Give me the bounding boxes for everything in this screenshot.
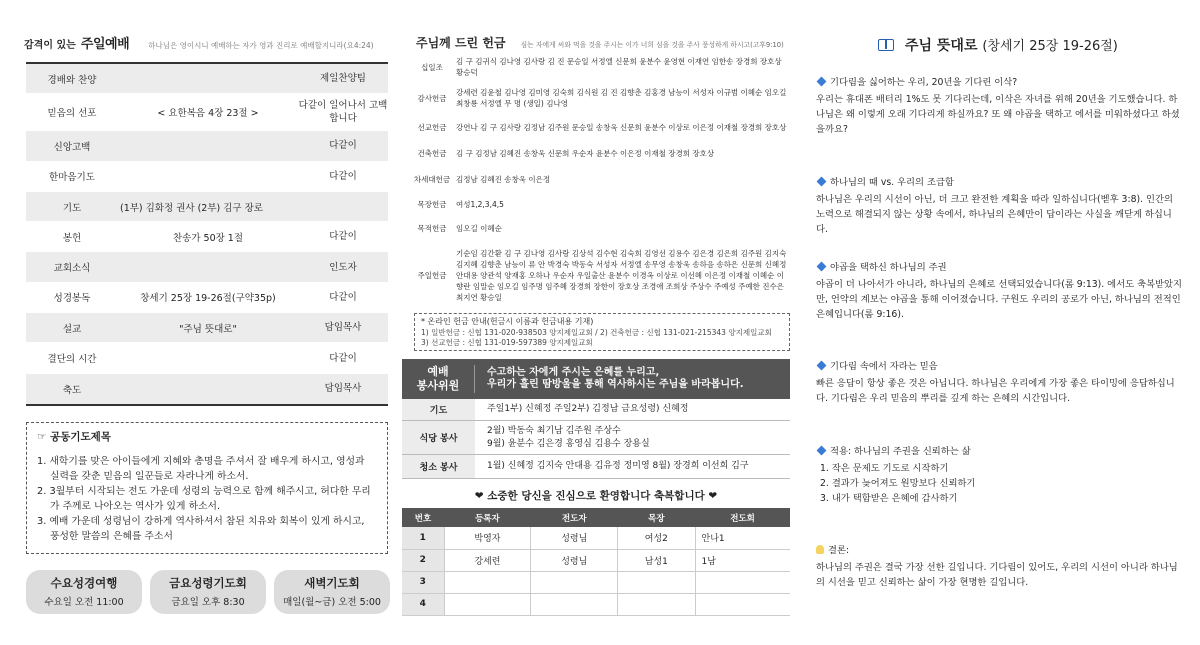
- welcome-banner: ❤ 소중한 당신을 진심으로 환영합니다 축복합니다 ❤: [474, 490, 718, 502]
- diamond-icon: [817, 177, 827, 187]
- newcomer-col-header: 등록자: [444, 508, 531, 527]
- offering-row: [412, 192, 790, 216]
- worship-header: [24, 33, 374, 52]
- offering-row: [412, 82, 790, 114]
- offering-names: 기순임 김간환 김 구 김나영 김사랑 김상석 김수현 김숙희 김영선 김용수 김은경 김은희 김주원 김지숙 김지혜 김향춘 남능이 류 안 박경숙 박동숙 서성자 서정엘 송무영 송창욱 송하음 송하은 신문희 신혜정 안대용 양관석 양재홍 오하나 우순자 우일출산 윤분수 이경옥 이상로 이선혜 이은정 이재철 이혜순 이향란 임말순 임오길 임주명 임주혜 장경희 장한이 장호상 조경애 조희상 주상수 주예성 주예한 진수은 최지연 황승일: [456, 248, 787, 302]
- newcomer-cell: [618, 571, 695, 593]
- diamond-icon: [817, 77, 827, 87]
- offering-row: [412, 114, 790, 140]
- diamond-icon: [817, 361, 827, 371]
- order-row: [26, 222, 388, 252]
- order-leader: 다같이: [329, 352, 357, 364]
- order-item: 기도: [62, 202, 82, 214]
- prayer-list: [37, 454, 377, 544]
- meeting-schedule: [26, 570, 390, 614]
- conclusion-body: 하나님의 주권은 결국 가장 선한 길입니다. 기다림이 있어도, 우리의 시선이 아니라 하나님의 시선을 믿고 신뢰하는 삶이 가장 현명한 길입니다.: [816, 562, 1178, 588]
- order-leader: 다같이: [329, 291, 357, 303]
- offering-type: 주일헌금: [417, 270, 447, 280]
- order-row: [26, 94, 388, 131]
- offering-header: [416, 32, 784, 51]
- order-row: [26, 162, 388, 192]
- order-detail: 창세기 25장 19-26절(구약35p): [140, 293, 276, 305]
- volunteer-header: [402, 359, 790, 399]
- order-item: 성경봉독: [53, 293, 91, 305]
- newcomer-cell: 남성1: [618, 549, 695, 571]
- order-leader: 제일찬양팀: [320, 73, 366, 85]
- offering-type: 감사헌금: [417, 93, 447, 103]
- meeting-time: 매일(월~금) 오전 5:00: [283, 597, 381, 608]
- order-row: [26, 283, 388, 313]
- offering-type: 십일조: [421, 62, 443, 72]
- worship-subtitle: 하나님은 영이시니 예배하는 자가 영과 진리로 예배할지니라(요4:24): [148, 41, 374, 50]
- lightbulb-icon: [816, 545, 824, 554]
- worship-title-prefix: 감격이 있는: [24, 40, 76, 51]
- sermon-column: [812, 0, 1184, 645]
- newcomer-cell: [695, 571, 790, 593]
- newcomer-cell: 여성2: [618, 527, 695, 549]
- conclusion-section: [816, 543, 1182, 590]
- newcomer-cell: [531, 571, 618, 593]
- volunteer-row: [402, 399, 790, 421]
- order-leader: 다같이: [329, 231, 357, 243]
- offering-row: [412, 216, 790, 240]
- offering-row: [412, 140, 790, 166]
- order-leader: 다같이: [329, 170, 357, 182]
- volunteer-motto: [475, 367, 790, 391]
- meeting-wednesday: [26, 570, 142, 614]
- book-icon: [878, 39, 894, 51]
- offering-type: 차세대헌금: [413, 174, 451, 184]
- volunteer-motto-line: 수고하는 자에게 주시는 은혜를 누리고,: [487, 367, 660, 378]
- prayer-item: 2. 3월부터 시작되는 전도 가운데 성령의 능력으로 함께 해주시고, 허다한 무리가 주께로 나아오는 역사가 있게 하소서.: [37, 486, 371, 512]
- sermon-header: [812, 35, 1184, 55]
- worship-order-table: [26, 62, 388, 406]
- diamond-icon: [817, 262, 827, 272]
- newcomer-cell: 4: [402, 593, 444, 615]
- order-item: 신앙고백: [53, 141, 91, 153]
- order-row: [26, 192, 388, 222]
- section-title: 하나님의 때 vs. 우리의 조급함: [830, 177, 954, 188]
- order-item: 봉헌: [62, 232, 82, 244]
- prayer-title: ☞ 공동기도제목: [37, 431, 111, 443]
- offering-type: 선교헌금: [417, 122, 447, 132]
- order-row: [26, 343, 388, 373]
- newcomer-header-row: [402, 508, 790, 527]
- order-leader: 다같이 일어나서 고백합니다: [298, 100, 388, 125]
- order-item: 교회소식: [53, 263, 91, 275]
- section-body: 야곱이 더 나아서가 아니라, 하나님의 은혜로 선택되었습니다(롬 9:13). 에서도 축복받았지만, 언약의 계보는 야곱을 통해 이어졌습니다. 구원도 우리의 공로가 아닌, 하나님의 전적인 은혜입니다(롬 9:16).: [816, 279, 1182, 320]
- offering-row: [412, 52, 790, 82]
- order-detail: (1부) 김화정 권사 (2부) 김구 장로: [120, 202, 263, 214]
- offering-row: [412, 240, 790, 310]
- volunteer-names: [475, 425, 790, 451]
- volunteer-names: 1월) 신혜정 김지숙 안대용 김유정 정미영 8월) 장경희 이선희 김구: [487, 461, 749, 471]
- sermon-title: 주님 뜻대로: [904, 38, 978, 54]
- prayer-item: 1. 새학기를 맞은 아이들에게 지혜와 총명을 주셔서 잘 배우게 하시고, 영성과 실력을 갖춘 믿음의 일꾼들로 자라나게 하소서.: [37, 456, 365, 482]
- table-row: [402, 571, 790, 593]
- meeting-title: 수요성경여행: [50, 576, 118, 590]
- volunteer-row: [402, 421, 790, 455]
- application-item: 3. 내가 택함받은 은혜에 감사하기: [820, 493, 958, 504]
- offering-names: 강세련 김윤철 김나영 김미영 김숙희 김식원 김 진 김향춘 김홍경 남능이 서성자 이규범 이혜순 임오길 최창룡 서정엘 무 명 (생일) 김나영: [456, 88, 787, 108]
- sermon-section: [816, 359, 1182, 406]
- newcomer-cell: 3: [402, 571, 444, 593]
- volunteer-row: [402, 455, 790, 479]
- online-offering-box: [414, 313, 790, 351]
- offering-names: 김 구 김정남 김혜진 송창욱 신문희 우순자 윤분수 이은정 이재철 장경희 장호상: [456, 148, 715, 158]
- section-title: 기다림 속에서 자라는 믿음: [830, 361, 938, 372]
- order-item: 한마음기도: [49, 172, 95, 184]
- order-item: 믿음의 선포: [47, 108, 97, 120]
- sermon-section: [816, 444, 1182, 506]
- order-leader: 인도자: [329, 261, 357, 273]
- offering-names: 강연나 김 구 김사랑 김정남 김주원 문승일 송창욱 신문희 윤분수 이상로 이은정 이재철 장경희 장호상: [456, 122, 787, 132]
- newcomer-cell: 강세련: [444, 549, 531, 571]
- sermon-reference: (창세기 25장 19-26절): [982, 39, 1118, 54]
- volunteer-table: [402, 359, 790, 479]
- offering-row: [412, 166, 790, 192]
- offering-column: [402, 0, 792, 645]
- order-item: 설교: [62, 323, 82, 335]
- newcomer-table: [402, 508, 790, 616]
- volunteer-role: 식당 봉사: [402, 421, 475, 454]
- newcomer-cell: 1: [402, 527, 444, 549]
- order-leader: 담임목사: [324, 383, 362, 395]
- order-item: 결단의 시간: [47, 354, 97, 366]
- online-offering-line: 1) 일반헌금 : 신협 131-020-938503 양지제일교회 / 2) 건축헌금 : 신협 131-021-215343 양지제일교회: [421, 327, 772, 337]
- offering-type: 목적헌금: [417, 223, 447, 233]
- offering-list: [412, 52, 790, 310]
- order-leader: 다같이: [329, 140, 357, 152]
- order-item: 축도: [62, 384, 82, 396]
- newcomer-col-header: 전도자: [531, 508, 618, 527]
- sermon-section: [816, 175, 1182, 237]
- offering-title: 주님께 드린 헌금: [416, 36, 506, 50]
- online-offering-title: * 온라인 헌금 안내(헌금시 이름과 헌금내용 기재): [421, 317, 594, 326]
- prayer-item: 3. 예배 가운데 성령님이 강하게 역사하셔서 참된 치유와 회복이 있게 하시고, 풍성한 말씀의 은혜를 주소서: [37, 516, 365, 542]
- meeting-time: 금요일 오후 8:30: [171, 597, 245, 608]
- volunteer-label-line: 봉사위원: [416, 379, 460, 392]
- order-item: 경배와 찬양: [47, 74, 97, 86]
- offering-type: 목장헌금: [417, 199, 447, 209]
- newcomer-cell: [531, 593, 618, 615]
- worship-column: [22, 0, 388, 645]
- volunteer-names: 주일1부) 신혜정 주일2부) 김정남 금요성령) 신혜정: [487, 404, 689, 414]
- newcomer-col-header: 목장: [618, 508, 695, 527]
- section-title: 기다림을 싫어하는 우리, 20년을 기다린 이삭?: [830, 77, 1018, 88]
- offering-names: 김 구 김귀식 김나영 김사랑 김 진 문승일 서정엘 신문희 윤분수 윤영현 이재연 임한송 장경희 장호상 황승덕: [456, 57, 782, 77]
- section-title: 적용: 하나님의 주권을 신뢰하는 삶: [830, 446, 971, 457]
- section-body: 우리는 휴대폰 배터리 1%도 못 기다리는데, 이삭은 자녀를 위해 20년을 기도했습니다. 하나님은 왜 이렇게 오래 기다리게 하실까요? 또 왜 야곱을 택하고 에서를 미워하셨다고 하셨을까요?: [816, 94, 1180, 135]
- newcomer-cell: 2: [402, 549, 444, 571]
- newcomer-col-header: 번호: [402, 508, 444, 527]
- section-body: 빠른 응답이 항상 좋은 것은 아닙니다. 하나님은 우리에게 가장 좋은 타이밍에 응답하십니다. 기다림은 우리 믿음의 뿌리를 깊게 하는 은혜의 시간입니다.: [816, 378, 1175, 404]
- table-row: [402, 593, 790, 615]
- order-row: [26, 252, 388, 282]
- volunteer-label-line: 예배: [427, 365, 449, 378]
- application-item: 2. 결과가 늦어져도 원망보다 신뢰하기: [820, 478, 976, 489]
- sermon-section: [816, 260, 1182, 322]
- conclusion-title: 결론:: [828, 545, 850, 556]
- offering-names: 김정남 김혜진 송창욱 이은정: [456, 174, 551, 184]
- table-row: [402, 527, 790, 549]
- newcomer-cell: 성령님: [531, 549, 618, 571]
- section-body: 하나님은 우리의 시선이 아닌, 더 크고 완전한 계획을 따라 일하십니다(벧후 3:8). 인간의 노력으로 해결되지 않는 상황 속에서, 하나님의 은혜만이 답이라는 사실을 깨닫게 하십니다.: [816, 194, 1174, 235]
- newcomer-cell: [618, 593, 695, 615]
- newcomer-cell: 성령님: [531, 527, 618, 549]
- meeting-friday: [150, 570, 266, 614]
- newcomer-cell: 안나1: [695, 527, 790, 549]
- newcomer-cell: [444, 593, 531, 615]
- diamond-icon: [817, 446, 827, 456]
- section-title: 야곱을 택하신 하나님의 주권: [830, 262, 947, 273]
- order-row: [26, 131, 388, 161]
- volunteer-names-line: 9월) 윤분수 김은경 홍영심 김용수 장용실: [487, 438, 650, 449]
- newcomer-cell: 1남: [695, 549, 790, 571]
- newcomer-cell: 박영자: [444, 527, 531, 549]
- order-row: [26, 374, 388, 404]
- order-row: [26, 313, 388, 343]
- application-item: 1. 작은 문제도 기도로 시작하기: [820, 463, 949, 474]
- order-detail: < 요한복음 4장 23절 >: [157, 108, 259, 120]
- table-row: [402, 549, 790, 571]
- order-detail: "주님 뜻대로": [179, 323, 237, 335]
- offering-names: 여성1,2,3,4,5: [456, 199, 504, 209]
- meeting-dawn: [274, 570, 390, 614]
- volunteer-label: [402, 365, 475, 393]
- order-detail: 찬송가 50장 1절: [172, 232, 244, 244]
- worship-title: 주일예배: [80, 37, 130, 52]
- sermon-section: [816, 75, 1182, 137]
- offering-subtitle: 심는 자에게 씨와 먹을 것을 주시는 이가 너희 심을 것을 주사 풍성하게 하시고(고후9:10): [520, 41, 784, 49]
- online-offering-line: 3) 선교헌금 : 신협 131-019-597389 양지제일교회: [421, 338, 593, 347]
- order-row: [26, 64, 388, 94]
- newcomer-cell: [444, 571, 531, 593]
- order-leader: 담임목사: [324, 322, 362, 334]
- meeting-time: 수요일 오전 11:00: [44, 597, 124, 608]
- offering-names: 임오길 이혜순: [456, 223, 502, 233]
- meeting-title: 금요성령기도회: [169, 576, 247, 590]
- offering-type: 건축헌금: [417, 148, 447, 158]
- volunteer-role: 기도: [402, 399, 475, 420]
- volunteer-names-line: 2월) 박동숙 최기남 김주원 주상수: [487, 425, 621, 436]
- volunteer-role: 청소 봉사: [402, 455, 475, 478]
- newcomer-col-header: 전도회: [695, 508, 790, 527]
- newcomer-cell: [695, 593, 790, 615]
- prayer-box: [26, 422, 388, 554]
- meeting-title: 새벽기도회: [304, 576, 360, 590]
- volunteer-motto-line: 우리가 흘린 땀방울을 통해 역사하시는 주님을 바라봅니다.: [487, 379, 744, 390]
